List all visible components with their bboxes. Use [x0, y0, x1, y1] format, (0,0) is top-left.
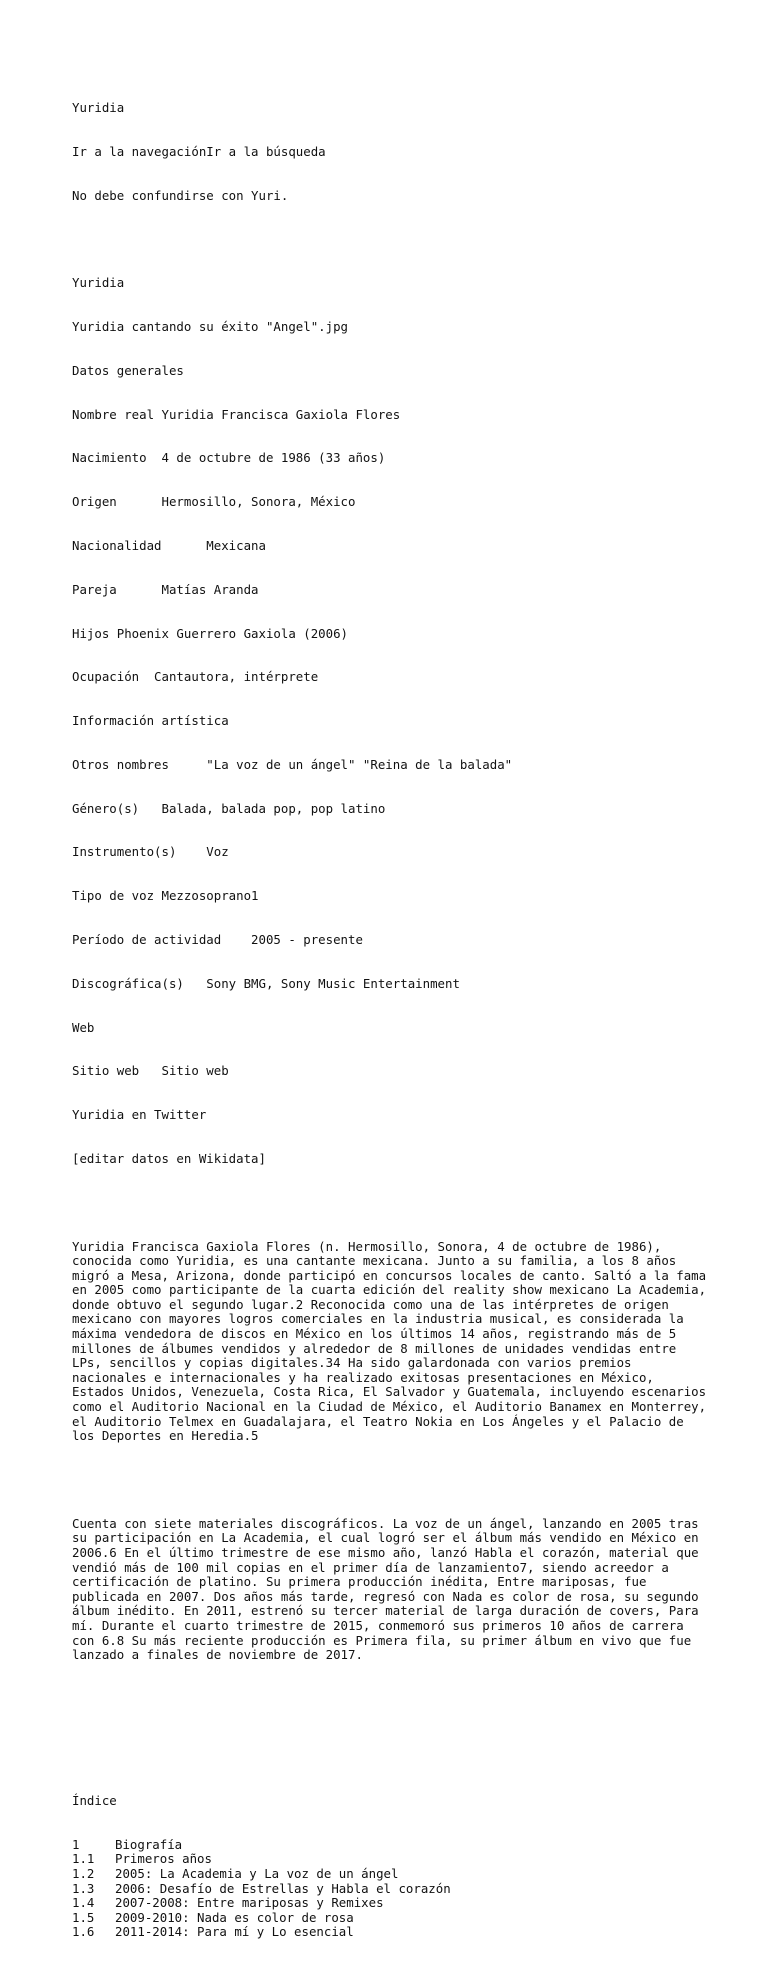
infobox-row: Género(s) Balada, balada pop, pop latino	[72, 800, 386, 816]
spacer	[72, 1692, 712, 1721]
toc-list	[72, 1838, 712, 1940]
intro-paragraph: Yuridia Francisca Gaxiola Flores (n. Hermosillo, Sonora, 4 de octubre de 1986), conocida como Yuridia, es una cantante mexicana. Junto a su familia, a los 8 años migró a Mesa, Arizona, donde participó en concursos locales de canto. Saltó a la fama en 2005 como participante de la cuarta edición del reality show mexicano La Academia, donde obtuvo el segundo lugar.2 Reconocida como una de las intérpretes de origen mexicano con mayores logros comerciales en la industria musical, es considerada la máxima vendedora de discos en México en los últimos 14 años, registrando más de 5 millones de álbumes vendidos y alrededor de 8 millones de unidades vendidas entre LPs, sencillos y copias digitales.34 Ha sido galardonada con varios premios nacionales e internacionales y ha realizado exitosas presentaciones en México, Estados Unidos, Venezuela, Costa Rica, El Salvador y Guatemala, incluyendo escenarios como el Auditorio Nacional en la Ciudad de México, el Auditorio Banamex en Monterrey, el Auditorio Telmex en Guadalajara, el Teatro Nokia en Los Ángeles y el Palacio de los Deportes en Heredia.5	[72, 1238, 707, 1444]
edit-wikidata-link[interactable]: [editar datos en Wikidata]	[72, 1150, 266, 1166]
skip-links[interactable]: Ir a la navegaciónIr a la búsqueda	[72, 143, 326, 159]
infobox-row: Nombre real Yuridia Francisca Gaxiola Flores	[72, 406, 401, 422]
toc-item-label: 2005: La Academia y La voz de un ángel	[115, 1866, 399, 1882]
toc-item-label: 2007-2008: Entre mariposas y Remixes	[115, 1895, 384, 1911]
discography-paragraph: Cuenta con siete materiales discográficos. La voz de un ángel, lanzando en 2005 tras su participación en La Academia, el cual logró ser el álbum más vendido en México en 2006.6 En el último trimestre de ese mismo año, lanzó Habla el corazón, material que vendió más de 100 mil copias en el primer día de lanzamiento7, siendo acreedor a certificación de platino. Su primera producción inédita, Entre mariposas, fue publicada en 2007. Dos años más tarde, regresó con Nada es color de rosa, su segundo álbum inédito. En 2011, estrenó su tercer material de larga duración de covers, Para mí. Durante el cuarto trimestre de 2015, conmemoró sus primeros 10 años de carrera con 6.8 Su más reciente producción es Primera fila, su primer álbum en vivo que fue lanzado a finales de noviembre de 2017.	[72, 1515, 699, 1663]
infobox-image-caption[interactable]: Yuridia cantando su éxito "Angel".jpg	[72, 319, 349, 335]
toc-item-number: 1.4	[72, 1895, 95, 1911]
infobox-row: Nacimiento 4 de octubre de 1986 (33 años)	[72, 450, 386, 466]
toc-item-number: 1.3	[72, 1880, 95, 1896]
toc-item-number: 1	[72, 1836, 80, 1852]
toc-item-label: 2009-2010: Nada es color de rosa	[115, 1909, 354, 1925]
website-link[interactable]: Sitio web Sitio web	[72, 1063, 229, 1079]
infobox	[72, 247, 712, 1196]
infobox-row: Instrumento(s) Voz	[72, 844, 229, 860]
document-page	[72, 72, 712, 1984]
toc-item-label: 2011-2014: Para mí y Lo esencial	[115, 1924, 354, 1940]
infobox-row: Nacionalidad Mexicana	[72, 538, 266, 553]
infobox-row: Tipo de voz Mezzosoprano1	[72, 888, 259, 904]
toc-item-number: 1.1	[72, 1851, 95, 1867]
toc-item[interactable]	[72, 1852, 712, 1867]
toc-item[interactable]	[72, 1896, 712, 1911]
infobox-row: Origen Hermosillo, Sonora, México	[72, 494, 356, 510]
infobox-row: Ocupación Cantautora, intérprete	[72, 669, 319, 685]
infobox-row: Hijos Phoenix Guerrero Gaxiola (2006)	[72, 625, 349, 641]
toc-item-label: Primeros años	[115, 1851, 212, 1867]
toc-item-number: 1.5	[72, 1909, 95, 1925]
toc-item-number: 1.2	[72, 1866, 95, 1882]
infobox-row: Pareja Matías Aranda	[72, 581, 259, 597]
toc-heading: Índice	[72, 1793, 117, 1809]
toc-item[interactable]	[72, 1867, 712, 1882]
toc-item-label: 2006: Desafío de Estrellas y Habla el corazón	[115, 1880, 451, 1896]
table-of-contents	[72, 1765, 712, 1969]
infobox-row: Período de actividad 2005 - presente	[72, 932, 363, 948]
infobox-row: Discográfica(s) Sony BMG, Sony Music Entertainment	[72, 975, 460, 991]
article-title: Yuridia	[72, 100, 125, 116]
infobox-section-artistic: Información artística	[72, 713, 229, 729]
infobox-name: Yuridia	[72, 275, 125, 291]
infobox-section-web: Web	[72, 1019, 95, 1035]
toc-item[interactable]	[72, 1882, 712, 1897]
toc-item[interactable]	[72, 1925, 712, 1940]
disambiguation-note: No debe confundirse con Yuri.	[72, 187, 289, 203]
toc-item[interactable]	[72, 1911, 712, 1926]
infobox-section-general: Datos generales	[72, 362, 184, 378]
infobox-row: Otros nombres "La voz de un ángel" "Reina de la balada"	[72, 756, 513, 772]
toc-item-label: Biografía	[115, 1836, 183, 1852]
twitter-link[interactable]: Yuridia en Twitter	[72, 1107, 207, 1123]
toc-item-number: 1.6	[72, 1924, 95, 1940]
spacer	[72, 1473, 712, 1488]
toc-item[interactable]	[72, 1838, 712, 1853]
